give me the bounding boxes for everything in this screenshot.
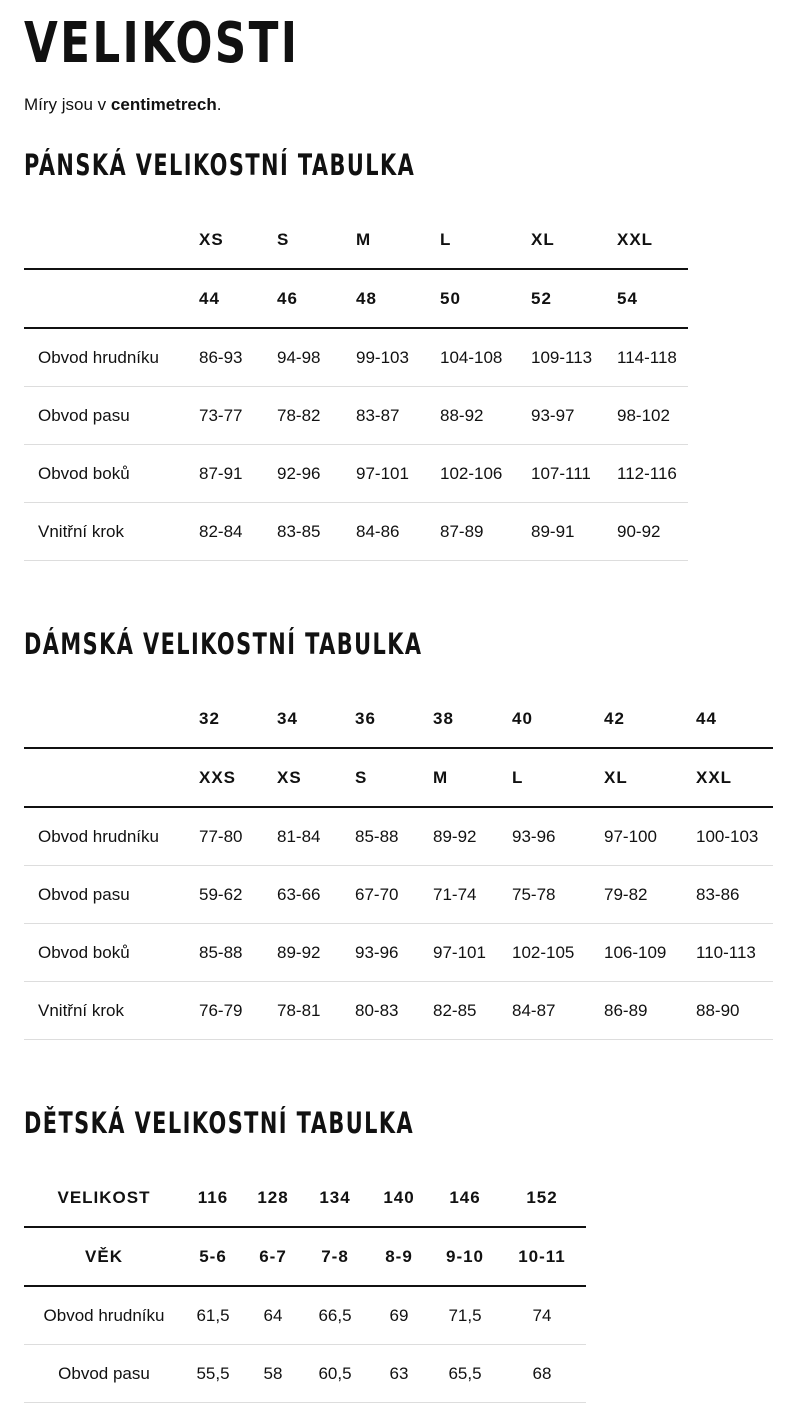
measurement-value: 106-109 xyxy=(604,924,696,982)
header-label-cell xyxy=(24,269,199,328)
units-note-unit: centimetrech xyxy=(110,95,217,114)
header-cell: M xyxy=(356,212,440,269)
table-row xyxy=(24,328,688,387)
header-label-cell: VELIKOST xyxy=(24,1170,184,1227)
measurement-value: 114-118 xyxy=(617,328,688,387)
measurement-value: 93-96 xyxy=(355,924,433,982)
measurement-value: 84-86 xyxy=(356,503,440,561)
measurement-value: 64 xyxy=(242,1286,304,1345)
measurement-value: 87-89 xyxy=(440,503,531,561)
units-note xyxy=(24,95,221,115)
measurement-value: 63 xyxy=(366,1345,432,1403)
measurement-value: 98-102 xyxy=(617,387,688,445)
header-cell: S xyxy=(355,748,433,807)
header-cell: 8-9 xyxy=(366,1227,432,1286)
header-cell: 134 xyxy=(304,1170,366,1227)
header-cell: 52 xyxy=(531,269,617,328)
measurement-value: 92-96 xyxy=(277,445,356,503)
header-cell: 10-11 xyxy=(498,1227,586,1286)
table-row xyxy=(24,503,688,561)
measurement-label: Obvod hrudníku xyxy=(24,328,199,387)
measurement-value: 99-103 xyxy=(356,328,440,387)
header-cell: 6-7 xyxy=(242,1227,304,1286)
measurement-value: 74 xyxy=(498,1286,586,1345)
measurement-value: 102-106 xyxy=(440,445,531,503)
header-cell: 44 xyxy=(696,691,773,748)
measurement-value: 68 xyxy=(498,1345,586,1403)
header-cell: S xyxy=(277,212,356,269)
table-row xyxy=(24,445,688,503)
header-cell: 34 xyxy=(277,691,355,748)
page-title: VELIKOSTI xyxy=(24,11,300,76)
header-label-cell xyxy=(24,691,199,748)
measurement-label: Obvod hrudníku xyxy=(24,807,199,866)
measurement-value: 81-84 xyxy=(277,807,355,866)
womens-size-table xyxy=(24,691,773,1040)
measurement-value: 104-108 xyxy=(440,328,531,387)
table-row xyxy=(24,866,773,924)
kids-size-table xyxy=(24,1170,586,1403)
header-cell: XS xyxy=(277,748,355,807)
measurement-value: 78-81 xyxy=(277,982,355,1040)
header-cell: L xyxy=(512,748,604,807)
measurement-value: 88-92 xyxy=(440,387,531,445)
header-cell: XXS xyxy=(199,748,277,807)
measurement-value: 109-113 xyxy=(531,328,617,387)
units-note-suffix: . xyxy=(216,95,222,114)
measurement-value: 83-86 xyxy=(696,866,773,924)
measurement-value: 100-103 xyxy=(696,807,773,866)
header-cell: XXL xyxy=(617,212,688,269)
header-cell: 36 xyxy=(355,691,433,748)
measurement-value: 78-82 xyxy=(277,387,356,445)
measurement-value: 59-62 xyxy=(199,866,277,924)
header-cell: L xyxy=(440,212,531,269)
measurement-label: Vnitřní krok xyxy=(24,982,199,1040)
measurement-value: 110-113 xyxy=(696,924,773,982)
measurement-value: 82-85 xyxy=(433,982,512,1040)
measurement-value: 60,5 xyxy=(304,1345,366,1403)
table-row xyxy=(24,982,773,1040)
mens-table-title: PÁNSKÁ VELIKOSTNÍ TABULKA xyxy=(24,148,416,182)
header-cell: 146 xyxy=(432,1170,498,1227)
measurement-value: 97-101 xyxy=(356,445,440,503)
measurement-value: 58 xyxy=(242,1345,304,1403)
measurement-value: 55,5 xyxy=(184,1345,242,1403)
header-cell: 54 xyxy=(617,269,688,328)
measurement-value: 90-92 xyxy=(617,503,688,561)
measurement-value: 86-93 xyxy=(199,328,277,387)
header-cell: 128 xyxy=(242,1170,304,1227)
header-cell: 42 xyxy=(604,691,696,748)
measurement-value: 89-91 xyxy=(531,503,617,561)
measurement-value: 73-77 xyxy=(199,387,277,445)
measurement-value: 79-82 xyxy=(604,866,696,924)
header-label-cell xyxy=(24,748,199,807)
mens-header-row xyxy=(24,212,688,269)
measurement-value: 69 xyxy=(366,1286,432,1345)
header-cell: 48 xyxy=(356,269,440,328)
header-cell: 32 xyxy=(199,691,277,748)
header-cell: XXL xyxy=(696,748,773,807)
header-cell: 46 xyxy=(277,269,356,328)
header-label-cell xyxy=(24,212,199,269)
measurement-label: Obvod pasu xyxy=(24,1345,184,1403)
header-cell: 40 xyxy=(512,691,604,748)
header-cell: 140 xyxy=(366,1170,432,1227)
mens-header-row xyxy=(24,269,688,328)
header-cell: 44 xyxy=(199,269,277,328)
measurement-value: 89-92 xyxy=(433,807,512,866)
units-note-prefix: Míry jsou v xyxy=(24,95,111,114)
measurement-label: Obvod boků xyxy=(24,924,199,982)
measurement-value: 87-91 xyxy=(199,445,277,503)
measurement-value: 61,5 xyxy=(184,1286,242,1345)
measurement-label: Obvod boků xyxy=(24,445,199,503)
header-label-cell: VĚK xyxy=(24,1227,184,1286)
measurement-value: 83-85 xyxy=(277,503,356,561)
header-cell: XS xyxy=(199,212,277,269)
measurement-value: 75-78 xyxy=(512,866,604,924)
header-cell: XL xyxy=(604,748,696,807)
table-row xyxy=(24,387,688,445)
measurement-value: 107-111 xyxy=(531,445,617,503)
measurement-value: 71-74 xyxy=(433,866,512,924)
header-cell: 116 xyxy=(184,1170,242,1227)
measurement-value: 89-92 xyxy=(277,924,355,982)
header-cell: 38 xyxy=(433,691,512,748)
table-row xyxy=(24,924,773,982)
measurement-value: 93-96 xyxy=(512,807,604,866)
measurement-value: 102-105 xyxy=(512,924,604,982)
header-cell: 9-10 xyxy=(432,1227,498,1286)
measurement-value: 85-88 xyxy=(355,807,433,866)
womens-table-title: DÁMSKÁ VELIKOSTNÍ TABULKA xyxy=(24,627,423,661)
womens-header-row xyxy=(24,691,773,748)
measurement-value: 112-116 xyxy=(617,445,688,503)
measurement-value: 86-89 xyxy=(604,982,696,1040)
measurement-value: 71,5 xyxy=(432,1286,498,1345)
measurement-value: 85-88 xyxy=(199,924,277,982)
measurement-label: Obvod hrudníku xyxy=(24,1286,184,1345)
measurement-value: 76-79 xyxy=(199,982,277,1040)
header-cell: 50 xyxy=(440,269,531,328)
measurement-value: 88-90 xyxy=(696,982,773,1040)
measurement-label: Obvod pasu xyxy=(24,387,199,445)
kids-header-row xyxy=(24,1170,586,1227)
header-cell: XL xyxy=(531,212,617,269)
measurement-value: 93-97 xyxy=(531,387,617,445)
measurement-value: 94-98 xyxy=(277,328,356,387)
header-cell: M xyxy=(433,748,512,807)
kids-table-title: DĚTSKÁ VELIKOSTNÍ TABULKA xyxy=(24,1106,415,1140)
measurement-value: 83-87 xyxy=(356,387,440,445)
measurement-value: 84-87 xyxy=(512,982,604,1040)
header-cell: 7-8 xyxy=(304,1227,366,1286)
table-row xyxy=(24,1286,586,1345)
header-cell: 152 xyxy=(498,1170,586,1227)
measurement-value: 66,5 xyxy=(304,1286,366,1345)
womens-header-row xyxy=(24,748,773,807)
table-row xyxy=(24,807,773,866)
header-cell: 5-6 xyxy=(184,1227,242,1286)
measurement-value: 80-83 xyxy=(355,982,433,1040)
measurement-value: 82-84 xyxy=(199,503,277,561)
measurement-value: 97-101 xyxy=(433,924,512,982)
measurement-value: 77-80 xyxy=(199,807,277,866)
kids-header-row xyxy=(24,1227,586,1286)
measurement-value: 65,5 xyxy=(432,1345,498,1403)
measurement-label: Obvod pasu xyxy=(24,866,199,924)
mens-size-table xyxy=(24,212,688,561)
measurement-label: Vnitřní krok xyxy=(24,503,199,561)
measurement-value: 67-70 xyxy=(355,866,433,924)
measurement-value: 63-66 xyxy=(277,866,355,924)
measurement-value: 97-100 xyxy=(604,807,696,866)
